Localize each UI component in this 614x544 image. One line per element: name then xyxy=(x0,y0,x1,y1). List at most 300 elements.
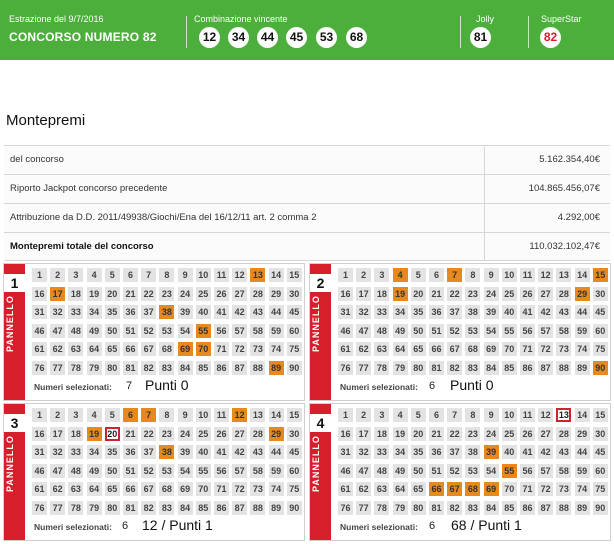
grid-number[interactable]: 5 xyxy=(411,408,426,422)
grid-number[interactable]: 71 xyxy=(214,342,229,356)
grid-number[interactable]: 21 xyxy=(123,427,138,441)
grid-number[interactable]: 49 xyxy=(393,464,408,478)
grid-number[interactable]: 49 xyxy=(87,324,102,338)
grid-number[interactable]: 39 xyxy=(484,445,499,459)
grid-number[interactable]: 10 xyxy=(502,268,517,282)
grid-number[interactable]: 65 xyxy=(105,482,120,496)
grid-number[interactable]: 81 xyxy=(429,501,444,515)
grid-number[interactable]: 28 xyxy=(250,287,265,301)
grid-number[interactable]: 22 xyxy=(141,427,156,441)
grid-number[interactable]: 22 xyxy=(447,427,462,441)
grid-number[interactable]: 70 xyxy=(502,482,517,496)
grid-number[interactable]: 81 xyxy=(123,361,138,375)
grid-number[interactable]: 12 xyxy=(232,408,247,422)
grid-number[interactable]: 49 xyxy=(393,324,408,338)
grid-number[interactable]: 37 xyxy=(141,305,156,319)
grid-number[interactable]: 79 xyxy=(87,501,102,515)
grid-number[interactable]: 63 xyxy=(374,482,389,496)
grid-number[interactable]: 57 xyxy=(538,324,553,338)
grid-number[interactable]: 46 xyxy=(32,464,47,478)
grid-number[interactable]: 2 xyxy=(356,408,371,422)
grid-number[interactable]: 16 xyxy=(32,427,47,441)
grid-number[interactable]: 55 xyxy=(502,324,517,338)
grid-number[interactable]: 67 xyxy=(141,482,156,496)
grid-number[interactable]: 59 xyxy=(269,324,284,338)
grid-number[interactable]: 54 xyxy=(178,324,193,338)
grid-number[interactable]: 25 xyxy=(502,427,517,441)
grid-number[interactable]: 29 xyxy=(575,287,590,301)
grid-number[interactable]: 32 xyxy=(50,445,65,459)
grid-number[interactable]: 15 xyxy=(287,408,302,422)
grid-number[interactable]: 56 xyxy=(214,324,229,338)
grid-number[interactable]: 88 xyxy=(250,361,265,375)
grid-number[interactable]: 11 xyxy=(520,408,535,422)
grid-number[interactable]: 3 xyxy=(68,268,83,282)
grid-number[interactable]: 86 xyxy=(520,501,535,515)
grid-number[interactable]: 54 xyxy=(178,464,193,478)
grid-number[interactable]: 69 xyxy=(178,482,193,496)
grid-number[interactable]: 14 xyxy=(269,408,284,422)
grid-number[interactable]: 24 xyxy=(178,287,193,301)
grid-number[interactable]: 64 xyxy=(393,482,408,496)
grid-number[interactable]: 45 xyxy=(287,445,302,459)
grid-number[interactable]: 57 xyxy=(232,464,247,478)
grid-number[interactable]: 72 xyxy=(538,482,553,496)
grid-number[interactable]: 9 xyxy=(484,408,499,422)
grid-number[interactable]: 42 xyxy=(232,445,247,459)
grid-number[interactable]: 6 xyxy=(123,268,138,282)
grid-number[interactable]: 44 xyxy=(269,305,284,319)
grid-number[interactable]: 6 xyxy=(429,408,444,422)
grid-number[interactable]: 59 xyxy=(575,324,590,338)
grid-number[interactable]: 68 xyxy=(159,342,174,356)
grid-number[interactable]: 7 xyxy=(447,268,462,282)
grid-number[interactable]: 87 xyxy=(232,501,247,515)
grid-number[interactable]: 79 xyxy=(393,501,408,515)
grid-number[interactable]: 3 xyxy=(374,408,389,422)
grid-number[interactable]: 58 xyxy=(250,464,265,478)
grid-number[interactable]: 63 xyxy=(68,482,83,496)
grid-number[interactable]: 12 xyxy=(538,268,553,282)
grid-number[interactable]: 6 xyxy=(123,408,138,422)
grid-number[interactable]: 8 xyxy=(465,268,480,282)
grid-number[interactable]: 61 xyxy=(32,342,47,356)
grid-number[interactable]: 75 xyxy=(287,342,302,356)
grid-number[interactable]: 65 xyxy=(411,482,426,496)
grid-number[interactable]: 86 xyxy=(520,361,535,375)
grid-number[interactable]: 8 xyxy=(159,268,174,282)
grid-number[interactable]: 83 xyxy=(465,501,480,515)
grid-number[interactable]: 87 xyxy=(232,361,247,375)
grid-number[interactable]: 67 xyxy=(141,342,156,356)
grid-number[interactable]: 43 xyxy=(250,445,265,459)
grid-number[interactable]: 34 xyxy=(393,305,408,319)
grid-number[interactable]: 63 xyxy=(68,342,83,356)
grid-number[interactable]: 76 xyxy=(32,361,47,375)
grid-number[interactable]: 69 xyxy=(178,342,193,356)
grid-number[interactable]: 31 xyxy=(32,445,47,459)
grid-number[interactable]: 27 xyxy=(538,287,553,301)
grid-number[interactable]: 76 xyxy=(32,501,47,515)
grid-number[interactable]: 50 xyxy=(411,464,426,478)
grid-number[interactable]: 52 xyxy=(447,464,462,478)
grid-number[interactable]: 12 xyxy=(232,268,247,282)
grid-number[interactable]: 3 xyxy=(374,268,389,282)
grid-number[interactable]: 65 xyxy=(105,342,120,356)
grid-number[interactable]: 35 xyxy=(105,445,120,459)
grid-number[interactable]: 32 xyxy=(356,305,371,319)
grid-number[interactable]: 11 xyxy=(214,268,229,282)
grid-number[interactable]: 55 xyxy=(196,324,211,338)
grid-number[interactable]: 70 xyxy=(196,342,211,356)
grid-number[interactable]: 14 xyxy=(269,268,284,282)
grid-number[interactable]: 35 xyxy=(105,305,120,319)
grid-number[interactable]: 33 xyxy=(374,305,389,319)
grid-number[interactable]: 24 xyxy=(178,427,193,441)
grid-number[interactable]: 2 xyxy=(50,268,65,282)
grid-number[interactable]: 41 xyxy=(214,305,229,319)
grid-number[interactable]: 17 xyxy=(50,287,65,301)
grid-number[interactable]: 90 xyxy=(287,501,302,515)
grid-number[interactable]: 34 xyxy=(393,445,408,459)
grid-number[interactable]: 88 xyxy=(556,361,571,375)
grid-number[interactable]: 84 xyxy=(178,501,193,515)
grid-number[interactable]: 52 xyxy=(447,324,462,338)
grid-number[interactable]: 72 xyxy=(232,482,247,496)
grid-number[interactable]: 47 xyxy=(50,464,65,478)
grid-number[interactable]: 64 xyxy=(87,342,102,356)
grid-number[interactable]: 17 xyxy=(50,427,65,441)
grid-number[interactable]: 13 xyxy=(556,408,571,422)
grid-number[interactable]: 39 xyxy=(484,305,499,319)
grid-number[interactable]: 1 xyxy=(32,408,47,422)
grid-number[interactable]: 24 xyxy=(484,427,499,441)
grid-number[interactable]: 77 xyxy=(356,361,371,375)
grid-number[interactable]: 10 xyxy=(502,408,517,422)
grid-number[interactable]: 5 xyxy=(411,268,426,282)
grid-number[interactable]: 35 xyxy=(411,445,426,459)
grid-number[interactable]: 58 xyxy=(250,324,265,338)
grid-number[interactable]: 88 xyxy=(250,501,265,515)
grid-number[interactable]: 48 xyxy=(68,324,83,338)
grid-number[interactable]: 90 xyxy=(593,501,608,515)
grid-number[interactable]: 16 xyxy=(338,427,353,441)
grid-number[interactable]: 23 xyxy=(159,427,174,441)
grid-number[interactable]: 23 xyxy=(159,287,174,301)
grid-number[interactable]: 19 xyxy=(87,287,102,301)
grid-number[interactable]: 53 xyxy=(159,464,174,478)
grid-number[interactable]: 49 xyxy=(87,464,102,478)
grid-number[interactable]: 36 xyxy=(429,305,444,319)
grid-number[interactable]: 65 xyxy=(411,342,426,356)
grid-number[interactable]: 8 xyxy=(465,408,480,422)
grid-number[interactable]: 29 xyxy=(575,427,590,441)
grid-number[interactable]: 80 xyxy=(411,501,426,515)
grid-number[interactable]: 5 xyxy=(105,268,120,282)
grid-number[interactable]: 9 xyxy=(484,268,499,282)
grid-number[interactable]: 27 xyxy=(232,287,247,301)
grid-number[interactable]: 32 xyxy=(50,305,65,319)
grid-number[interactable]: 12 xyxy=(538,408,553,422)
grid-number[interactable]: 78 xyxy=(68,501,83,515)
grid-number[interactable]: 33 xyxy=(68,305,83,319)
grid-number[interactable]: 57 xyxy=(538,464,553,478)
grid-number[interactable]: 51 xyxy=(429,464,444,478)
grid-number[interactable]: 24 xyxy=(484,287,499,301)
grid-number[interactable]: 29 xyxy=(269,427,284,441)
grid-number[interactable]: 17 xyxy=(356,427,371,441)
grid-number[interactable]: 77 xyxy=(50,361,65,375)
grid-number[interactable]: 82 xyxy=(141,501,156,515)
grid-number[interactable]: 25 xyxy=(502,287,517,301)
grid-number[interactable]: 77 xyxy=(50,501,65,515)
grid-number[interactable]: 60 xyxy=(593,324,608,338)
grid-number[interactable]: 51 xyxy=(429,324,444,338)
grid-number[interactable]: 9 xyxy=(178,408,193,422)
grid-number[interactable]: 45 xyxy=(593,305,608,319)
grid-number[interactable]: 31 xyxy=(338,305,353,319)
grid-number[interactable]: 33 xyxy=(374,445,389,459)
grid-number[interactable]: 81 xyxy=(429,361,444,375)
grid-number[interactable]: 79 xyxy=(393,361,408,375)
grid-number[interactable]: 64 xyxy=(87,482,102,496)
grid-number[interactable]: 30 xyxy=(287,427,302,441)
grid-number[interactable]: 54 xyxy=(484,324,499,338)
grid-number[interactable]: 40 xyxy=(502,305,517,319)
grid-number[interactable]: 60 xyxy=(287,464,302,478)
grid-number[interactable]: 75 xyxy=(593,342,608,356)
grid-number[interactable]: 59 xyxy=(575,464,590,478)
grid-number[interactable]: 66 xyxy=(429,342,444,356)
grid-number[interactable]: 19 xyxy=(393,427,408,441)
grid-number[interactable]: 50 xyxy=(411,324,426,338)
grid-number[interactable]: 39 xyxy=(178,305,193,319)
grid-number[interactable]: 38 xyxy=(159,305,174,319)
grid-number[interactable]: 17 xyxy=(356,287,371,301)
grid-number[interactable]: 62 xyxy=(50,342,65,356)
grid-number[interactable]: 1 xyxy=(32,268,47,282)
grid-number[interactable]: 67 xyxy=(447,342,462,356)
grid-number[interactable]: 42 xyxy=(538,305,553,319)
grid-number[interactable]: 87 xyxy=(538,501,553,515)
grid-number[interactable]: 89 xyxy=(575,501,590,515)
grid-number[interactable]: 4 xyxy=(393,268,408,282)
grid-number[interactable]: 23 xyxy=(465,287,480,301)
grid-number[interactable]: 74 xyxy=(269,482,284,496)
grid-number[interactable]: 28 xyxy=(556,287,571,301)
grid-number[interactable]: 84 xyxy=(484,361,499,375)
grid-number[interactable]: 26 xyxy=(520,427,535,441)
grid-number[interactable]: 26 xyxy=(214,427,229,441)
grid-number[interactable]: 78 xyxy=(374,501,389,515)
grid-number[interactable]: 55 xyxy=(196,464,211,478)
grid-number[interactable]: 16 xyxy=(338,287,353,301)
grid-number[interactable]: 21 xyxy=(123,287,138,301)
grid-number[interactable]: 80 xyxy=(105,501,120,515)
grid-number[interactable]: 46 xyxy=(338,464,353,478)
grid-number[interactable]: 11 xyxy=(520,268,535,282)
grid-number[interactable]: 4 xyxy=(87,268,102,282)
grid-number[interactable]: 33 xyxy=(68,445,83,459)
grid-number[interactable]: 83 xyxy=(159,361,174,375)
grid-number[interactable]: 73 xyxy=(556,482,571,496)
grid-number[interactable]: 53 xyxy=(465,464,480,478)
grid-number[interactable]: 78 xyxy=(68,361,83,375)
grid-number[interactable]: 89 xyxy=(269,501,284,515)
grid-number[interactable]: 68 xyxy=(159,482,174,496)
grid-number[interactable]: 60 xyxy=(593,464,608,478)
grid-number[interactable]: 74 xyxy=(575,482,590,496)
grid-number[interactable]: 26 xyxy=(520,287,535,301)
grid-number[interactable]: 15 xyxy=(287,268,302,282)
grid-number[interactable]: 73 xyxy=(250,482,265,496)
grid-number[interactable]: 38 xyxy=(159,445,174,459)
grid-number[interactable]: 83 xyxy=(465,361,480,375)
grid-number[interactable]: 37 xyxy=(141,445,156,459)
grid-number[interactable]: 71 xyxy=(214,482,229,496)
grid-number[interactable]: 18 xyxy=(374,287,389,301)
grid-number[interactable]: 13 xyxy=(250,408,265,422)
grid-number[interactable]: 60 xyxy=(287,324,302,338)
grid-number[interactable]: 14 xyxy=(575,268,590,282)
grid-number[interactable]: 36 xyxy=(123,305,138,319)
grid-number[interactable]: 20 xyxy=(411,287,426,301)
grid-number[interactable]: 23 xyxy=(465,427,480,441)
grid-number[interactable]: 62 xyxy=(356,482,371,496)
grid-number[interactable]: 50 xyxy=(105,464,120,478)
grid-number[interactable]: 11 xyxy=(214,408,229,422)
grid-number[interactable]: 38 xyxy=(465,305,480,319)
grid-number[interactable]: 15 xyxy=(593,408,608,422)
grid-number[interactable]: 52 xyxy=(141,464,156,478)
grid-number[interactable]: 1 xyxy=(338,408,353,422)
grid-number[interactable]: 56 xyxy=(520,464,535,478)
grid-number[interactable]: 41 xyxy=(214,445,229,459)
grid-number[interactable]: 13 xyxy=(556,268,571,282)
grid-number[interactable]: 4 xyxy=(87,408,102,422)
grid-number[interactable]: 72 xyxy=(232,342,247,356)
grid-number[interactable]: 68 xyxy=(465,482,480,496)
grid-number[interactable]: 44 xyxy=(575,305,590,319)
grid-number[interactable]: 71 xyxy=(520,482,535,496)
grid-number[interactable]: 61 xyxy=(32,482,47,496)
grid-number[interactable]: 36 xyxy=(429,445,444,459)
grid-number[interactable]: 40 xyxy=(196,445,211,459)
grid-number[interactable]: 20 xyxy=(105,427,120,441)
grid-number[interactable]: 70 xyxy=(196,482,211,496)
grid-number[interactable]: 66 xyxy=(123,482,138,496)
grid-number[interactable]: 18 xyxy=(68,427,83,441)
grid-number[interactable]: 51 xyxy=(123,464,138,478)
grid-number[interactable]: 43 xyxy=(250,305,265,319)
grid-number[interactable]: 83 xyxy=(159,501,174,515)
grid-number[interactable]: 54 xyxy=(484,464,499,478)
grid-number[interactable]: 43 xyxy=(556,445,571,459)
grid-number[interactable]: 63 xyxy=(374,342,389,356)
grid-number[interactable]: 68 xyxy=(465,342,480,356)
grid-number[interactable]: 7 xyxy=(447,408,462,422)
grid-number[interactable]: 57 xyxy=(232,324,247,338)
grid-number[interactable]: 7 xyxy=(141,268,156,282)
grid-number[interactable]: 18 xyxy=(68,287,83,301)
grid-number[interactable]: 40 xyxy=(196,305,211,319)
grid-number[interactable]: 9 xyxy=(178,268,193,282)
grid-number[interactable]: 81 xyxy=(123,501,138,515)
grid-number[interactable]: 26 xyxy=(214,287,229,301)
grid-number[interactable]: 47 xyxy=(50,324,65,338)
grid-number[interactable]: 88 xyxy=(556,501,571,515)
grid-number[interactable]: 16 xyxy=(32,287,47,301)
grid-number[interactable]: 30 xyxy=(593,287,608,301)
grid-number[interactable]: 85 xyxy=(502,501,517,515)
grid-number[interactable]: 78 xyxy=(374,361,389,375)
grid-number[interactable]: 20 xyxy=(411,427,426,441)
grid-number[interactable]: 30 xyxy=(287,287,302,301)
grid-number[interactable]: 32 xyxy=(356,445,371,459)
grid-number[interactable]: 27 xyxy=(232,427,247,441)
grid-number[interactable]: 73 xyxy=(250,342,265,356)
grid-number[interactable]: 43 xyxy=(556,305,571,319)
grid-number[interactable]: 61 xyxy=(338,482,353,496)
grid-number[interactable]: 4 xyxy=(393,408,408,422)
grid-number[interactable]: 5 xyxy=(105,408,120,422)
grid-number[interactable]: 46 xyxy=(32,324,47,338)
grid-number[interactable]: 41 xyxy=(520,305,535,319)
grid-number[interactable]: 87 xyxy=(538,361,553,375)
grid-number[interactable]: 20 xyxy=(105,287,120,301)
grid-number[interactable]: 67 xyxy=(447,482,462,496)
grid-number[interactable]: 61 xyxy=(338,342,353,356)
grid-number[interactable]: 34 xyxy=(87,445,102,459)
grid-number[interactable]: 36 xyxy=(123,445,138,459)
grid-number[interactable]: 37 xyxy=(447,445,462,459)
grid-number[interactable]: 19 xyxy=(393,287,408,301)
grid-number[interactable]: 42 xyxy=(538,445,553,459)
grid-number[interactable]: 40 xyxy=(502,445,517,459)
grid-number[interactable]: 82 xyxy=(141,361,156,375)
grid-number[interactable]: 37 xyxy=(447,305,462,319)
grid-number[interactable]: 28 xyxy=(556,427,571,441)
grid-number[interactable]: 76 xyxy=(338,501,353,515)
grid-number[interactable]: 50 xyxy=(105,324,120,338)
grid-number[interactable]: 90 xyxy=(593,361,608,375)
grid-number[interactable]: 21 xyxy=(429,287,444,301)
grid-number[interactable]: 76 xyxy=(338,361,353,375)
grid-number[interactable]: 86 xyxy=(214,361,229,375)
grid-number[interactable]: 62 xyxy=(50,482,65,496)
grid-number[interactable]: 48 xyxy=(374,464,389,478)
grid-number[interactable]: 84 xyxy=(178,361,193,375)
grid-number[interactable]: 3 xyxy=(68,408,83,422)
grid-number[interactable]: 69 xyxy=(484,342,499,356)
grid-number[interactable]: 74 xyxy=(269,342,284,356)
grid-number[interactable]: 58 xyxy=(556,324,571,338)
grid-number[interactable]: 47 xyxy=(356,324,371,338)
grid-number[interactable]: 1 xyxy=(338,268,353,282)
grid-number[interactable]: 41 xyxy=(520,445,535,459)
grid-number[interactable]: 51 xyxy=(123,324,138,338)
grid-number[interactable]: 27 xyxy=(538,427,553,441)
grid-number[interactable]: 45 xyxy=(287,305,302,319)
grid-number[interactable]: 56 xyxy=(214,464,229,478)
grid-number[interactable]: 21 xyxy=(429,427,444,441)
grid-number[interactable]: 55 xyxy=(502,464,517,478)
grid-number[interactable]: 18 xyxy=(374,427,389,441)
grid-number[interactable]: 10 xyxy=(196,408,211,422)
grid-number[interactable]: 28 xyxy=(250,427,265,441)
grid-number[interactable]: 85 xyxy=(196,361,211,375)
grid-number[interactable]: 66 xyxy=(123,342,138,356)
